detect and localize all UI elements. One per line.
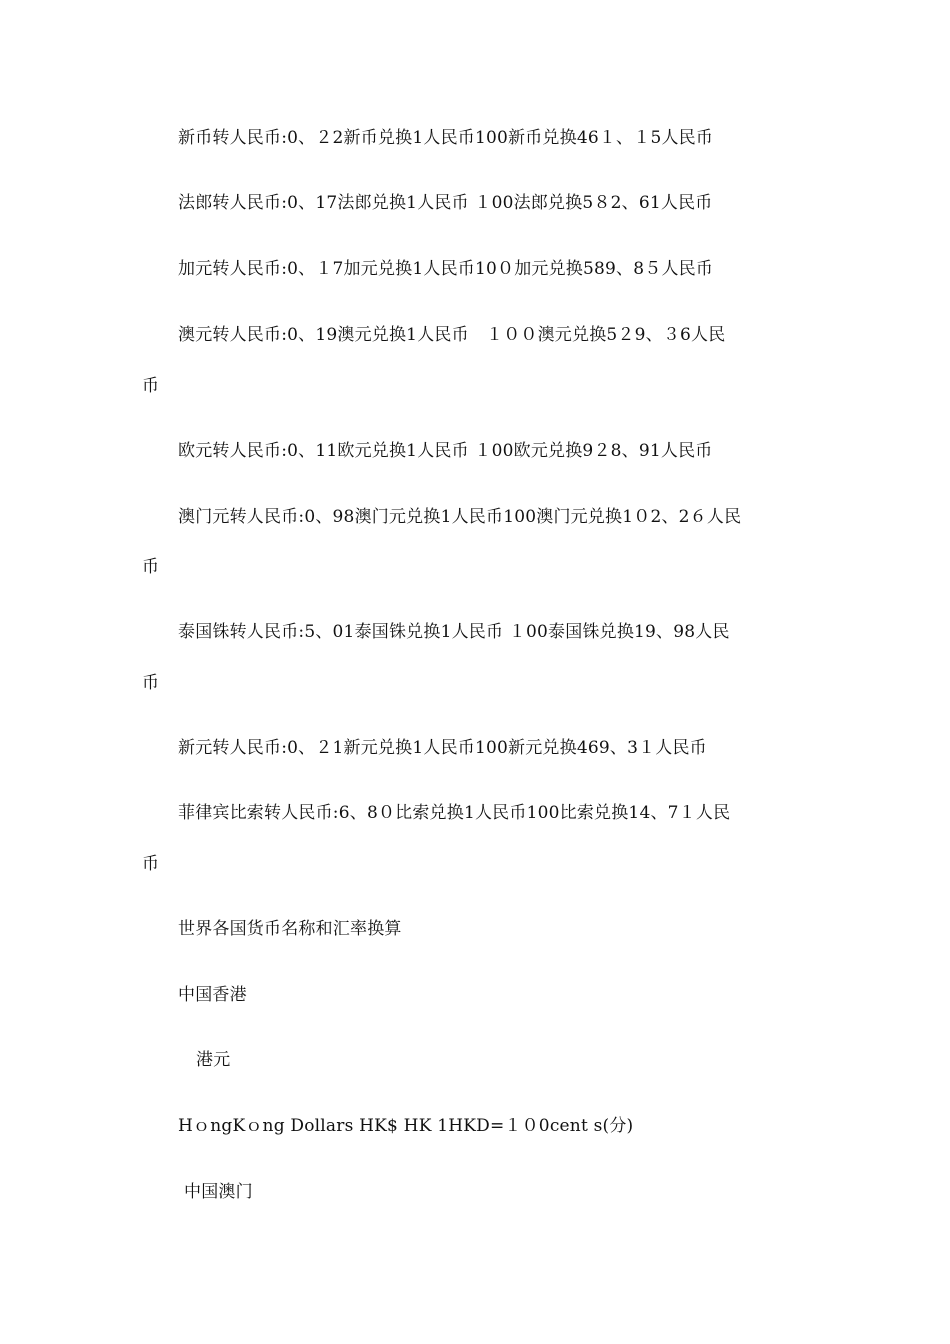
rate-line-aud-wrap: 币 [142, 376, 160, 396]
rate-line-franc: 法郎转人民币:0、17法郎兑换1人民币 １00法郎兑换5８2、61人民币 [178, 193, 713, 213]
rate-line-php-wrap: 币 [142, 854, 160, 874]
rate-line-thb: 泰国铢转人民币:5、01泰国铢兑换1人民币 １00泰国铢兑换19、98人民 [178, 622, 730, 642]
rate-line-mop: 澳门元转人民币:0、98澳门元兑换1人民币100澳门元兑换1０2、2６人民 [178, 507, 742, 527]
rate-line-thb-wrap: 币 [142, 673, 160, 693]
region-macau: 中国澳门 [184, 1182, 253, 1202]
rate-line-sgd: 新币转人民币:0、２2新币兑换1人民币100新币兑换46１、１5人民币 [178, 128, 714, 148]
rate-line-php: 菲律宾比索转人民币:6、8０比索兑换1人民币100比索兑换14、7１人民 [178, 803, 731, 823]
rate-line-eur: 欧元转人民币:0、11欧元兑换1人民币 １00欧元兑换9２8、91人民币 [178, 441, 713, 461]
rate-line-mop-wrap: 币 [142, 557, 160, 577]
section-title: 世界各国货币名称和汇率换算 [178, 919, 402, 939]
rate-line-new-yuan: 新元转人民币:0、２1新元兑换1人民币100新元兑换469、3１人民币 [178, 738, 707, 758]
rate-line-aud: 澳元转人民币:0、19澳元兑换1人民币 １００澳元兑换5２9、３6人民 [178, 325, 726, 345]
rate-line-cad: 加元转人民币:0、１7加元兑换1人民币10０加元兑换589、8５人民币 [178, 259, 714, 279]
currency-hkd: 港元 [196, 1050, 231, 1070]
currency-hkd-detail: HｏngKｏng Dollars HK$ HK 1HKD=１０0cent s(分) [178, 1116, 634, 1136]
region-hong-kong: 中国香港 [178, 985, 247, 1005]
